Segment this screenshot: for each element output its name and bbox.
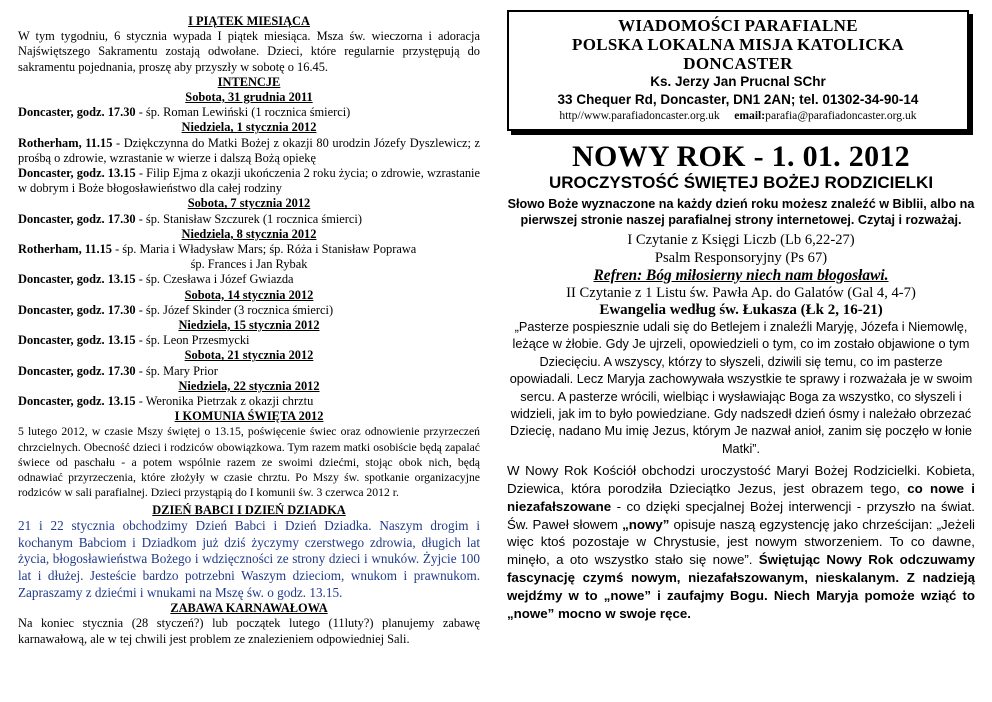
section-title-first-friday: I PIĄTEK MIESIĄCA — [188, 14, 310, 28]
carnival-text: Na koniec stycznia (28 styczeń?) lub początek lutego (11luty?) planujemy zabawę karnawałową, ale w tej chwili jest problem ze znalezieniem odpowiedniej Sali. — [18, 616, 480, 646]
intention-text: - Filip Ejma z okazji ukończenia 2 roku życia; o zdrowie, wzrastanie w dobrym i Boże błogosławieństwo dla całej rodziny — [18, 166, 480, 196]
intention-entry — [18, 212, 480, 227]
section-title-grandparents-day: DZIEŃ BABCI I DZIEŃ DZIADKA — [152, 502, 346, 517]
masthead-box — [507, 10, 969, 131]
reflection-emphasis: co nowe i niezafałszowane — [507, 481, 975, 514]
gospel-title: Ewangelia według św. Łukasza (Łk 2, 16-21) — [599, 302, 883, 318]
gospel-text: „Pasterze pospiesznie udali się do Betlejem i znaleźli Maryję, Józefa i Niemowlę, leżące w żłobie. Gdy Je ujrzeli, opowiedzieli o tym, co im zostało objawione o tym Dziecięciu. A wszyscy, którzy to słyszeli, dziwili się temu, co im pasterze opowiadali. Lecz Maryja zachowywała wszystkie te sprawy i rozważała je w swoim sercu. A pasterze wrócili, wielbiąc i wysławiając Boga za wszystko, co słyszeli i widzieli, jak im to było powiedziane. Gdy nadszedł dzień ósmy i należało obrzezać Dziecię, nadano Mu imię Jezus, którym Je nazwał anioł, zanim się poczęło w łonie Matki”. — [509, 320, 973, 456]
intention-date: Niedziela, 22 stycznia 2012 — [178, 378, 320, 393]
intention-entry — [18, 242, 480, 257]
intention-place: Doncaster, godz. 17.30 — [18, 211, 136, 226]
intention-text: - śp. Czesława i Józef Gwiazda — [135, 272, 294, 287]
section-title-first-communion: I KOMUNIA ŚWIĘTA 2012 — [174, 409, 324, 424]
intention-entry — [18, 105, 480, 120]
intention-text: - śp. Mary Prior — [135, 363, 218, 378]
first-communion-text: 5 lutego 2012, w czasie Mszy świętej o 13.15, poświęcenie świec oraz odnowienie przyrzeczeń chrzcielnych. Obecność dzieci i rodziców obowiązkowa. Tym razem matki osobiście będą zapalać świece od paschału - a potem wspólnie razem ze swoimi dziećmi, stojąc obok nich, będą odnawiać przyrzeczenia, które złożyły w czasie chrztu. Po Mszy św. spotkanie organizacyjne rodziców w sali parafialnej. Dzieci przystąpią do I komunii św. 3 czerwca 2012 r. — [18, 425, 480, 499]
grandparents-day-text: 21 i 22 stycznia obchodzimy Dzień Babci i Dzień Dziadka. Naszym drogim i kochanym Babciom i Dziadkom już dziś życzymy czerstwego zdrowia, długich lat życia, błogosławieństwa Bożego i wdzięczności ze strony dzieci i wnuków. Żyjcie 100 lat i dłużej. Jesteście bardzo potrzebni Waszym dzieciom, wnukom i prawnukom. Zapraszamy z dziećmi i wnukami na Mszę św. o godz. 13.15. — [18, 518, 480, 600]
intention-place: Doncaster, godz. 13.15 — [18, 394, 136, 409]
intention-text: - śp. Maria i Władysław Mars; śp. Róża i Stanisław Poprawa — [111, 242, 417, 257]
website-link[interactable]: http//www.parafiadoncaster.org.uk — [559, 109, 720, 122]
masthead-contact — [517, 109, 959, 123]
feast-subtitle: UROCZYSTOŚĆ ŚWIĘTEJ BOŻEJ RODZICIELKI — [548, 173, 934, 192]
intention-entry — [18, 333, 480, 348]
intention-place: Doncaster, godz. 17.30 — [18, 363, 136, 378]
intention-place: Doncaster, godz. 13.15 — [18, 272, 136, 287]
reflection-emphasis: Świętując Nowy Rok odczuwamy fascynację czymś nowym, niezafałszowanym, nieskalanym. Z nadzieją wejdźmy w to „nowe” i zaufajmy Bogu. Niech Maryja pomoże wziąć to „nowe” mocno w swoje ręce. — [507, 552, 975, 621]
intention-place: Rotherham, 11.15 — [18, 135, 113, 150]
intention-text: - śp. Stanisław Szczurek (1 rocznica śmierci) — [135, 211, 362, 226]
intention-entry — [18, 394, 480, 409]
section-title-carnival: ZABAWA KARNAWAŁOWA — [170, 601, 328, 616]
left-column — [18, 14, 480, 647]
intention-entry — [18, 303, 480, 318]
reflection-text: W Nowy Rok Kościół obchodzi uroczystość Maryi Bożej Rodzicielki. Kobieta, Dziewica, która porodziła Dzieciątko Jezus, jest obrazem tego, — [507, 463, 975, 497]
intention-date: Sobota, 14 stycznia 2012 — [184, 287, 314, 302]
scripture-note: Słowo Boże wyznaczone na każdy dzień roku możesz znaleźć w Biblii, albo na pierwszej stronie naszej parafialnej strony internetowej. Czytaj i rozważaj. — [507, 197, 975, 227]
intention-continuation: śp. Frances i Jan Rybak — [190, 257, 308, 272]
email-link[interactable]: parafia@parafiadoncaster.org.uk — [765, 109, 917, 122]
intention-date: Sobota, 21 stycznia 2012 — [184, 348, 314, 363]
intention-entry — [18, 272, 480, 287]
reflection-emphasis: „nowy” — [622, 516, 670, 532]
reflection-text: opisuje naszą egzystencję jako chrześcijan: „Jeżeli więc ktoś pozostaje w Chrystusie, jest nowym stworzeniem. To co dawne, minęło, a oto wszystko stało się nowe”. — [507, 516, 975, 568]
intention-entry — [18, 166, 480, 196]
masthead-priest: Ks. Jerzy Jan Prucnal SChr — [650, 74, 826, 89]
masthead-city: DONCASTER — [683, 54, 793, 73]
intention-text: - śp. Józef Skinder (3 rocznica śmierci) — [135, 302, 334, 317]
intention-date: Niedziela, 15 stycznia 2012 — [178, 318, 320, 333]
email-label: email: — [734, 109, 766, 122]
intention-date: Sobota, 7 stycznia 2012 — [187, 196, 311, 211]
masthead-title: WIADOMOŚCI PARAFIALNE — [618, 16, 858, 35]
reflection-paragraph — [507, 462, 975, 622]
psalm-refrain: Refren: Bóg miłosierny niech nam błogosławi. — [593, 267, 889, 284]
intention-place: Doncaster, godz. 13.15 — [18, 333, 136, 348]
psalm: Psalm Responsoryjny (Ps 67) — [654, 250, 828, 266]
intention-place: Rotherham, 11.15 — [18, 242, 112, 257]
intention-text: - Weronika Pietrzak z okazji chrztu — [135, 394, 314, 409]
intention-text: - Dziękczynna do Matki Bożej z okazji 80 urodzin Józefy Dyszlewicz; z prośbą o zdrowie, wzrastanie w wierze i dalszą Bożą opiekę — [18, 135, 480, 165]
intention-text: - śp. Roman Lewiński (1 rocznica śmierci) — [135, 105, 351, 120]
intention-place: Doncaster, godz. 17.30 — [18, 302, 136, 317]
right-column — [507, 10, 975, 622]
intention-entry — [18, 136, 480, 166]
masthead-address: 33 Chequer Rd, Doncaster, DN1 2AN; tel. 01302-34-90-14 — [557, 92, 919, 107]
intention-date: Sobota, 31 grudnia 2011 — [185, 90, 313, 105]
page-title: NOWY ROK - 1. 01. 2012 — [572, 140, 910, 173]
intention-text: - śp. Leon Przesmycki — [135, 333, 250, 348]
first-friday-text: W tym tygodniu, 6 stycznia wypada I piątek miesiąca. Msza św. wieczorna i adoracja Najświętszego Sakramentu zostają odwołane. Dzieci, które regularnie przystępują do sakramentu pojednania, proszę aby przyszły w sobotę o 16.45. — [18, 29, 480, 74]
masthead-mission: POLSKA LOKALNA MISJA KATOLICKA — [572, 35, 904, 54]
intention-date: Niedziela, 8 stycznia 2012 — [181, 226, 317, 241]
intention-entry — [18, 364, 480, 379]
reflection-text: - co dzięki specjalnej Bożej interwencji - przyszło na świat. Św. Paweł słowem — [507, 498, 975, 532]
second-reading: II Czytanie z 1 Listu św. Pawła Ap. do Galatów (Gal 4, 4-7) — [566, 285, 916, 301]
section-title-intentions: INTENCJE — [217, 74, 281, 89]
intention-date: Niedziela, 1 stycznia 2012 — [181, 120, 317, 135]
first-reading: I Czytanie z Księgi Liczb (Lb 6,22-27) — [627, 232, 855, 248]
intention-place: Doncaster, godz. 13.15 — [18, 166, 136, 181]
intention-place: Doncaster, godz. 17.30 — [18, 105, 136, 120]
